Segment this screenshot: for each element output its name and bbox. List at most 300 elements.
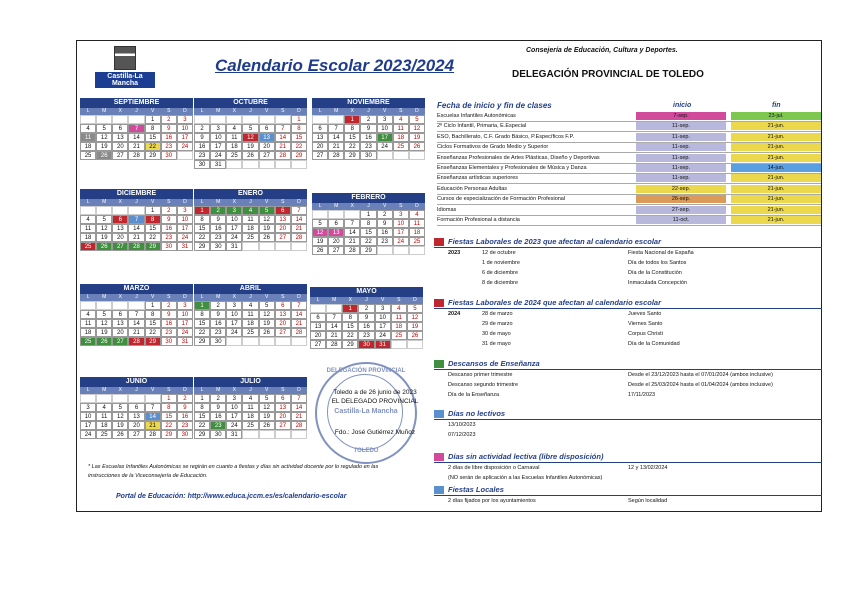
calendar-day: 3	[226, 206, 242, 215]
calendar-day: 5	[407, 304, 423, 313]
weekday-label: L	[194, 294, 210, 301]
calendar-day: 15	[145, 133, 161, 142]
calendar-day: 17	[375, 322, 391, 331]
calendar-day: 9	[360, 124, 376, 133]
month-junio	[80, 377, 193, 439]
calendar-day: 19	[259, 224, 275, 233]
calendar-day: 11	[96, 412, 112, 421]
weekday-label: J	[358, 297, 374, 304]
calendar-day: 28	[291, 328, 307, 337]
calendar-day: 15	[194, 224, 210, 233]
calendar-day: 9	[210, 310, 226, 319]
calendar-day: 31	[226, 430, 242, 439]
calendar-day: 17	[210, 142, 226, 151]
weekday-label: M	[210, 199, 226, 206]
end-date: 21-jun.	[731, 216, 821, 224]
calendar-day: 2	[358, 304, 374, 313]
calendar-day: 10	[80, 412, 96, 421]
calendar-day: 9	[358, 313, 374, 322]
calendar-day: 8	[161, 403, 177, 412]
calendar-day: 6	[112, 310, 128, 319]
calendar-empty-cell	[259, 115, 275, 124]
calendar-day: 3	[80, 403, 96, 412]
calendar-day: 30	[194, 160, 210, 169]
weekday-label: S	[161, 199, 177, 206]
calendar-day: 4	[393, 115, 409, 124]
calendar-day: 20	[112, 328, 128, 337]
weekday-label: V	[259, 199, 275, 206]
calendar-day: 11	[242, 215, 258, 224]
calendar-day: 30	[210, 430, 226, 439]
end-date: 21-jun.	[731, 133, 821, 141]
calendar-day: 30	[177, 430, 193, 439]
holiday-name: Fiesta Nacional de España	[628, 250, 694, 256]
calendar-day: 29	[145, 337, 161, 346]
weekday-label: V	[145, 387, 161, 394]
weekday-label: L	[80, 108, 96, 115]
calendar-day: 13	[310, 322, 326, 331]
calendar-day: 14	[326, 322, 342, 331]
calendar-day: 24	[226, 421, 242, 430]
calendar-day: 14	[291, 310, 307, 319]
calendar-empty-cell	[275, 115, 291, 124]
start-date: 11-sep.	[636, 164, 726, 172]
holiday-date: 28 de marzo	[482, 311, 513, 317]
weekday-label: X	[112, 387, 128, 394]
month-name: NOVIEMBRE	[312, 98, 425, 108]
start-date: 11-sep.	[636, 174, 726, 182]
education-level: Escuelas Infantiles Autonómicas	[437, 113, 516, 119]
no-lectivo-date: 13/10/2023	[448, 422, 476, 428]
descanso-value: Desde el 25/03/2024 hasta el 01/04/2024 (ambos inclusive)	[628, 382, 773, 388]
calendar-day: 2	[210, 394, 226, 403]
weekday-label: D	[291, 108, 307, 115]
calendar-day: 29	[291, 151, 307, 160]
calendar-day: 3	[375, 304, 391, 313]
weekday-label: S	[275, 387, 291, 394]
calendar-day: 18	[80, 328, 96, 337]
end-column-header: fin	[772, 102, 781, 109]
calendar-day: 18	[242, 224, 258, 233]
calendar-day: 24	[177, 233, 193, 242]
calendar-day: 29	[342, 340, 358, 349]
calendar-empty-cell	[377, 151, 393, 160]
calendar-day: 15	[291, 133, 307, 142]
calendar-day: 5	[112, 403, 128, 412]
calendar-day: 26	[259, 328, 275, 337]
calendar-day: 3	[177, 301, 193, 310]
month-diciembre	[80, 189, 193, 251]
calendar-empty-cell	[259, 242, 275, 251]
calendar-day: 27	[275, 421, 291, 430]
stamp-bottom-text: TOLEDO	[353, 448, 379, 454]
calendar-day: 27	[112, 151, 128, 160]
weekday-label: V	[145, 294, 161, 301]
calendar-day: 24	[375, 331, 391, 340]
calendar-day: 4	[226, 124, 242, 133]
weekday-label: L	[80, 294, 96, 301]
calendar-day: 14	[344, 228, 360, 237]
weekday-label: D	[409, 203, 425, 210]
calendar-day: 6	[312, 124, 328, 133]
calendar-day: 1	[145, 206, 161, 215]
calendar-day: 7	[326, 313, 342, 322]
calendar-day: 26	[312, 246, 328, 255]
calendar-day: 18	[80, 142, 96, 151]
descanso-row	[434, 390, 822, 400]
calendar-day: 4	[80, 215, 96, 224]
fiestas-2023-title: Fiestas Laborales de 2023 que afectan al calendario escolar	[448, 237, 662, 246]
calendar-day: 21	[128, 233, 144, 242]
calendar-day: 1	[194, 301, 210, 310]
calendar-day: 5	[312, 219, 328, 228]
calendar-empty-cell	[291, 337, 307, 346]
calendar-empty-cell	[145, 394, 161, 403]
calendar-day: 8	[145, 215, 161, 224]
calendar-day: 28	[145, 430, 161, 439]
education-row	[437, 185, 821, 195]
weekday-label: S	[275, 294, 291, 301]
calendar-empty-cell	[377, 246, 393, 255]
calendar-day: 24	[210, 151, 226, 160]
month-name: DICIEMBRE	[80, 189, 193, 199]
calendar-day: 2	[177, 394, 193, 403]
calendar-day: 17	[177, 133, 193, 142]
weekday-label: M	[96, 199, 112, 206]
month-name: JULIO	[194, 377, 307, 387]
logo-text: Castilla-La Mancha	[95, 72, 155, 88]
calendar-day: 7	[145, 403, 161, 412]
calendar-empty-cell	[242, 430, 258, 439]
calendar-empty-cell	[226, 337, 242, 346]
weekday-label: S	[161, 108, 177, 115]
calendar-day: 22	[194, 421, 210, 430]
calendar-empty-cell	[80, 115, 96, 124]
education-row	[437, 133, 821, 143]
delegacion-text: DELEGACIÓN PROVINCIAL DE TOLEDO	[512, 69, 704, 80]
calendar-day: 30	[161, 337, 177, 346]
calendar-day: 23	[377, 237, 393, 246]
education-row	[437, 154, 821, 164]
calendar-day: 24	[393, 237, 409, 246]
calendar-empty-cell	[259, 430, 275, 439]
calendar-day: 25	[393, 142, 409, 151]
calendar-empty-cell	[80, 206, 96, 215]
calendar-empty-cell	[242, 115, 258, 124]
no-lectivos-title: Días no lectivos	[448, 409, 506, 418]
calendar-day: 4	[242, 394, 258, 403]
calendar-day: 15	[342, 322, 358, 331]
calendar-day: 14	[128, 224, 144, 233]
locales-title: Fiestas Locales	[448, 485, 504, 494]
descanso-name: Descanso primer trimestre	[448, 372, 513, 378]
calendar-day: 16	[377, 228, 393, 237]
education-row	[437, 143, 821, 153]
calendar-day: 10	[177, 124, 193, 133]
calendar-day: 15	[145, 224, 161, 233]
calendar-day: 25	[80, 337, 96, 346]
calendar-day: 16	[210, 224, 226, 233]
calendar-day: 3	[226, 394, 242, 403]
calendar-day: 19	[259, 319, 275, 328]
calendar-day: 20	[275, 224, 291, 233]
calendar-empty-cell	[128, 301, 144, 310]
calendar-day: 26	[112, 430, 128, 439]
calendar-day: 13	[112, 224, 128, 233]
calendar-day: 14	[328, 133, 344, 142]
calendar-day: 18	[242, 412, 258, 421]
holiday-name: Día de la Comunidad	[628, 341, 680, 347]
calendar-day: 14	[275, 133, 291, 142]
calendar-day: 13	[328, 228, 344, 237]
calendar-day: 6	[310, 313, 326, 322]
calendar-day: 31	[226, 242, 242, 251]
calendar-day: 17	[377, 133, 393, 142]
castilla-la-mancha-logo	[95, 44, 155, 94]
month-julio	[194, 377, 307, 439]
weekday-label: V	[145, 108, 161, 115]
libre-line1-value: 12 y 13/02/2024	[628, 465, 668, 471]
education-level: Enseñanzas artísticas superiores	[437, 175, 519, 182]
calendar-day: 1	[291, 115, 307, 124]
calendar-day: 7	[291, 394, 307, 403]
calendar-empty-cell	[393, 246, 409, 255]
calendar-day: 19	[96, 233, 112, 242]
calendar-day: 5	[96, 124, 112, 133]
locales-value: Según localidad	[628, 498, 668, 504]
calendar-day: 19	[242, 142, 258, 151]
calendar-day: 1	[161, 394, 177, 403]
calendar-day: 27	[275, 328, 291, 337]
calendar-empty-cell	[112, 206, 128, 215]
calendar-day: 22	[194, 328, 210, 337]
calendar-day: 14	[128, 319, 144, 328]
end-date: 21-jun.	[731, 174, 821, 182]
calendar-day: 26	[96, 337, 112, 346]
education-level: Idiomas	[437, 206, 457, 213]
end-date: 21-jun.	[731, 154, 821, 162]
calendar-day: 1	[342, 304, 358, 313]
calendar-day: 15	[145, 319, 161, 328]
calendar-day: 24	[177, 328, 193, 337]
weekday-label: J	[242, 199, 258, 206]
end-date: 23-jul.	[731, 112, 821, 120]
weekday-label: X	[226, 199, 242, 206]
calendar-day: 28	[128, 151, 144, 160]
calendar-day: 16	[360, 133, 376, 142]
calendar-day: 11	[226, 133, 242, 142]
calendar-day: 9	[210, 215, 226, 224]
calendar-empty-cell	[96, 301, 112, 310]
month-septiembre	[80, 98, 193, 160]
calendar-day: 28	[291, 421, 307, 430]
calendar-day: 28	[275, 151, 291, 160]
calendar-day: 25	[80, 242, 96, 251]
calendar-day: 12	[312, 228, 328, 237]
calendar-day: 8	[342, 313, 358, 322]
weekday-label: D	[177, 108, 193, 115]
calendar-empty-cell	[210, 115, 226, 124]
holiday-date: 12 de octubre	[482, 250, 516, 256]
calendar-day: 18	[242, 319, 258, 328]
calendar-day: 11	[391, 313, 407, 322]
calendar-day: 27	[328, 246, 344, 255]
calendar-day: 28	[326, 340, 342, 349]
calendar-empty-cell	[291, 242, 307, 251]
calendar-day: 9	[177, 403, 193, 412]
calendar-day: 29	[161, 430, 177, 439]
calendar-day: 6	[275, 394, 291, 403]
holiday-name: Corpus Christi	[628, 331, 663, 337]
calendar-empty-cell	[328, 210, 344, 219]
calendar-empty-cell	[128, 394, 144, 403]
descanso-row	[434, 370, 822, 380]
calendar-day: 19	[312, 237, 328, 246]
calendar-empty-cell	[275, 242, 291, 251]
calendar-day: 12	[259, 215, 275, 224]
weekday-label: D	[291, 199, 307, 206]
calendar-day: 26	[96, 242, 112, 251]
calendar-day: 27	[112, 242, 128, 251]
holiday-date: 1 de noviembre	[482, 260, 520, 266]
descansos-title: Descansos de Enseñanza	[448, 359, 540, 368]
weekday-label: J	[242, 387, 258, 394]
holiday-name: Inmaculada Concepción	[628, 280, 688, 286]
calendar-day: 10	[375, 313, 391, 322]
calendar-day: 3	[177, 206, 193, 215]
weekday-label: V	[377, 108, 393, 115]
calendar-empty-cell	[312, 115, 328, 124]
calendar-day: 7	[275, 124, 291, 133]
calendar-day: 25	[242, 421, 258, 430]
calendar-day: 9	[210, 403, 226, 412]
weekday-label: M	[210, 387, 226, 394]
calendar-day: 10	[210, 133, 226, 142]
holiday-name: Viernes Santo	[628, 321, 663, 327]
start-date: 26-sep.	[636, 195, 726, 203]
calendar-day: 25	[80, 151, 96, 160]
education-row	[437, 174, 821, 184]
calendar-day: 11	[409, 219, 425, 228]
calendar-day: 30	[358, 340, 374, 349]
education-row	[437, 206, 821, 216]
end-date: 14-jun.	[731, 164, 821, 172]
education-table-title: Fecha de inicio y fin de clases	[437, 101, 552, 110]
weekday-label: J	[128, 199, 144, 206]
calendar-day: 4	[96, 403, 112, 412]
holiday-row	[434, 309, 822, 319]
calendar-empty-cell	[128, 115, 144, 124]
weekday-label: X	[112, 199, 128, 206]
calendar-day: 16	[161, 133, 177, 142]
calendar-day: 23	[210, 233, 226, 242]
calendar-day: 9	[161, 310, 177, 319]
weekday-label: L	[312, 108, 328, 115]
weekday-label: M	[328, 203, 344, 210]
calendar-day: 4	[391, 304, 407, 313]
weekday-label: D	[291, 387, 307, 394]
calendar-day: 18	[393, 133, 409, 142]
calendar-day: 8	[291, 124, 307, 133]
calendar-day: 14	[291, 215, 307, 224]
month-octubre	[194, 98, 307, 169]
month-name: SEPTIEMBRE	[80, 98, 193, 108]
fiestas-2023-section	[434, 237, 822, 288]
fiestas-2024-section	[434, 298, 822, 349]
calendar-empty-cell	[275, 337, 291, 346]
calendar-day: 30	[210, 242, 226, 251]
weekday-label: M	[210, 108, 226, 115]
calendar-day: 26	[242, 151, 258, 160]
calendar-day: 22	[145, 233, 161, 242]
end-date: 21-jun.	[731, 195, 821, 203]
end-date: 21-jun.	[731, 122, 821, 130]
no-lectivo-row	[434, 430, 822, 440]
weekday-label: L	[194, 108, 210, 115]
holiday-date: 31 de mayo	[482, 341, 511, 347]
calendar-day: 2	[194, 124, 210, 133]
calendar-day: 9	[161, 215, 177, 224]
calendar-day: 5	[259, 301, 275, 310]
calendar-day: 7	[344, 219, 360, 228]
calendar-day: 30	[161, 151, 177, 160]
weekday-label: M	[210, 294, 226, 301]
coat-of-arms-icon	[114, 46, 136, 70]
calendar-empty-cell	[112, 394, 128, 403]
calendar-day: 1	[360, 210, 376, 219]
calendar-day: 12	[96, 319, 112, 328]
education-level: 2º Ciclo Infantil, Primaria, E.Especial	[437, 123, 527, 130]
calendar-day: 20	[275, 412, 291, 421]
month-noviembre	[312, 98, 425, 160]
calendar-day: 6	[128, 403, 144, 412]
calendar-day: 31	[177, 242, 193, 251]
holiday-row	[434, 248, 822, 258]
calendar-day: 21	[291, 412, 307, 421]
calendar-empty-cell	[312, 210, 328, 219]
no-lectivo-row	[434, 420, 822, 430]
calendar-day: 11	[393, 124, 409, 133]
calendar-day: 13	[275, 403, 291, 412]
calendar-day: 21	[128, 328, 144, 337]
holiday-year: 2024	[448, 311, 461, 317]
education-level: Educación Personas Adultas	[437, 185, 508, 192]
calendar-day: 27	[310, 340, 326, 349]
weekday-label: M	[328, 108, 344, 115]
calendar-day: 8	[360, 219, 376, 228]
holiday-row	[434, 258, 822, 268]
signature-role: EL DELEGADO PROVINCIAL	[331, 398, 419, 405]
calendar-day: 25	[226, 151, 242, 160]
calendar-day: 18	[226, 142, 242, 151]
calendar-empty-cell	[391, 340, 407, 349]
weekday-label: S	[393, 108, 409, 115]
footnote: * Las Escuelas Infantiles Autonómicas se regirán en cuanto a fiestas y días sin actividad docente por lo regulado en las instrucciones de la Viceconsejería de Educación.	[88, 464, 379, 479]
calendar-day: 11	[80, 319, 96, 328]
calendar-day: 11	[80, 224, 96, 233]
weekday-label: S	[275, 199, 291, 206]
calendar-day: 18	[80, 233, 96, 242]
month-name: MAYO	[310, 287, 423, 297]
portal-link[interactable]: Portal de Educación: http://www.educa.jccm.es/es/calendario-escolar	[116, 493, 347, 500]
calendar-day: 6	[328, 219, 344, 228]
calendar-empty-cell	[291, 160, 307, 169]
calendar-day: 23	[210, 421, 226, 430]
weekday-label: X	[112, 108, 128, 115]
calendar-day: 5	[96, 215, 112, 224]
calendar-day: 18	[96, 421, 112, 430]
calendar-day: 10	[226, 310, 242, 319]
